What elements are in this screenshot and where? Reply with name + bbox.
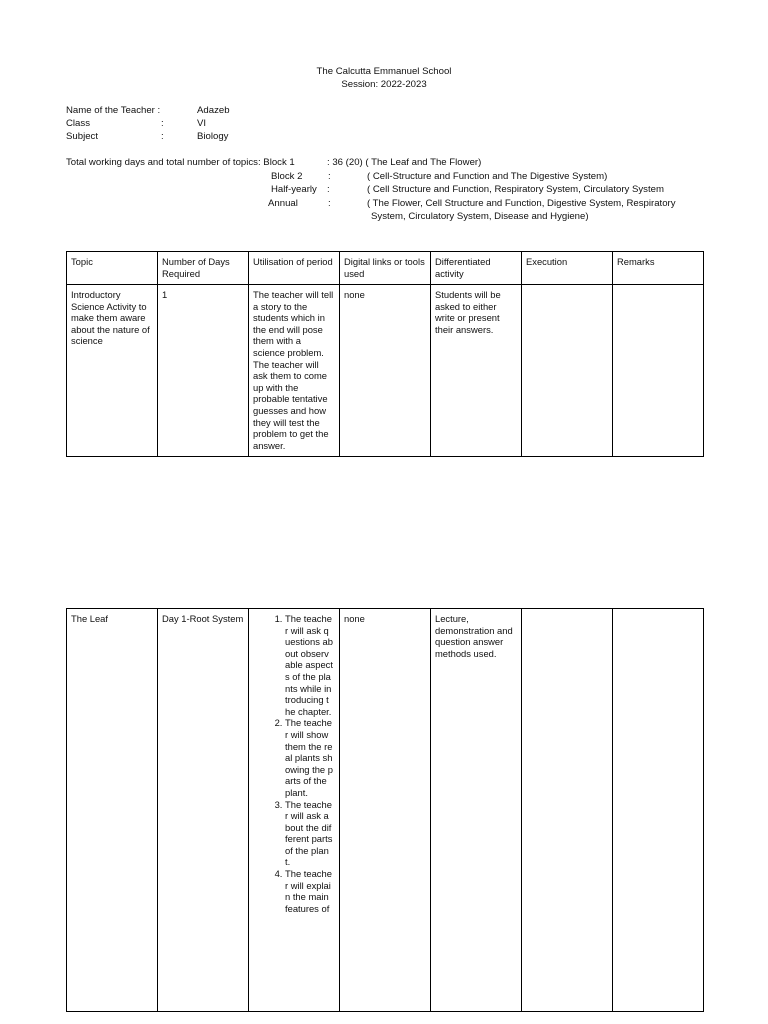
cell-execution <box>522 609 613 1012</box>
table-row <box>67 285 704 457</box>
cell-utilisation: The teacher will tell a story to the students which in the end will pose them with a science problem. The teacher will ask them to come up with the probable tentative guesses and how they will test the problem to get the answer. <box>249 285 340 457</box>
step-text: 4. The teacher will explain the main features of <box>285 868 332 914</box>
header-topic: Topic <box>67 252 158 285</box>
header-activity: Differentiated activity <box>431 252 522 285</box>
session: Session: 2022-2023 <box>341 79 427 90</box>
half-yearly-colon: : <box>327 184 330 195</box>
block1-value: : 36 (20) ( The Leaf and The Flower) <box>327 157 482 168</box>
list-item <box>285 613 335 717</box>
table-row <box>67 609 704 1012</box>
annual-value-2: System, Circulatory System, Disease and Hygiene) <box>371 211 589 222</box>
step-text: 2. The teacher will show them the real plants showing the parts of the plant. <box>285 717 333 798</box>
cell-digital: none <box>340 285 431 457</box>
cell-execution <box>522 285 613 457</box>
header-digital: Digital links or tools used <box>340 252 431 285</box>
utilisation-steps-list <box>249 613 335 914</box>
cell-activity: Lecture, demonstration and question answer methods used. <box>431 609 522 1012</box>
cell-days: Day 1-Root System <box>158 609 249 1012</box>
header-remarks: Remarks <box>613 252 704 285</box>
block2-value: ( Cell-Structure and Function and The Digestive System) <box>367 171 608 182</box>
lesson-plan-table <box>66 251 704 457</box>
cell-digital: none <box>340 609 431 1012</box>
class-label: Class <box>66 118 90 129</box>
header-utilisation: Utilisation of period <box>249 252 340 285</box>
cell-activity: Students will be asked to either write or present their answers. <box>431 285 522 457</box>
subject-value: Biology <box>197 131 229 142</box>
annual-label: Annual <box>268 198 298 209</box>
half-yearly-label: Half-yearly <box>271 184 317 195</box>
school-name: The Calcutta Emmanuel School <box>316 66 452 77</box>
block2-colon: : <box>328 171 331 182</box>
list-item <box>285 717 335 798</box>
class-colon: : <box>161 118 164 129</box>
subject-colon: : <box>161 131 164 142</box>
step-text: 1. The teacher will ask questions about observable aspects of the plants while introducing the chapter. <box>285 613 333 717</box>
cell-remarks <box>613 285 704 457</box>
block2-label: Block 2 <box>271 171 303 182</box>
annual-value-1: ( The Flower, Cell Structure and Function, Digestive System, Respiratory <box>367 198 676 209</box>
teacher-value: Adazeb <box>197 105 230 116</box>
table-header-row <box>67 252 704 285</box>
cell-utilisation <box>249 609 340 1012</box>
header-execution: Execution <box>522 252 613 285</box>
lesson-plan-table-continued <box>66 608 704 1012</box>
half-yearly-value: ( Cell Structure and Function, Respiratory System, Circulatory System <box>367 184 664 195</box>
teacher-label: Name of the Teacher : <box>66 105 161 116</box>
cell-topic: Introductory Science Activity to make them aware about the nature of science <box>67 285 158 457</box>
working-days-intro: Total working days and total number of topics: Block 1 <box>66 157 295 168</box>
cell-remarks <box>613 609 704 1012</box>
step-text: 3. The teacher will ask about the different parts of the plant. <box>285 798 333 868</box>
cell-topic: The Leaf <box>67 609 158 1012</box>
subject-label: Subject <box>66 131 98 142</box>
annual-colon: : <box>328 198 331 209</box>
header-days: Number of Days Required <box>158 252 249 285</box>
class-value: VI <box>197 118 207 129</box>
list-item <box>285 868 335 914</box>
cell-days: 1 <box>158 285 249 457</box>
list-item <box>285 799 335 869</box>
